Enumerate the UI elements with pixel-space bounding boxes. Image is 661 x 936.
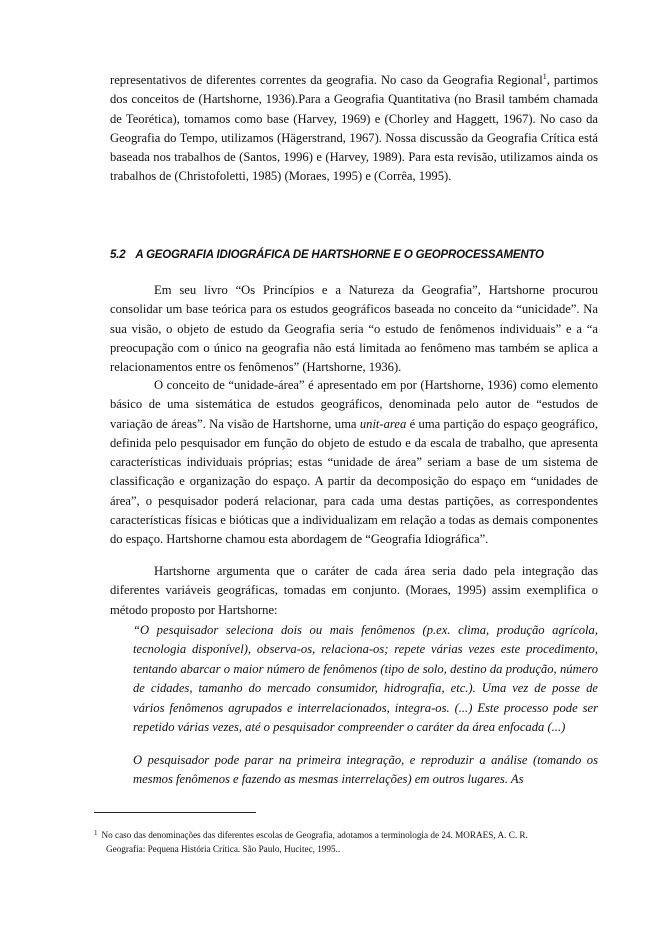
paragraph-unit-area-text-end: é uma partição do espaço geográfico, definida pelo pesquisador em função do objeto de estudo e da escala de trabalho, que apresenta características individuais próprias; estas “unidade de área” seriam a base de um sistema de classificação e organização do espaço. A partir da decomposição do espaço em “unidades de área”, o pesquisador poderá relacionar, para cada uma destas partições, as correspondentes características físicas e bióticas que a individualizam em relação a todas as demais componentes do espaço. Hartshorne chamou esta abordagem de “Geografia Idiográfica”.	[110, 416, 598, 547]
section-heading	[110, 249, 610, 261]
unit-area-term: unit-area	[359, 416, 407, 431]
paragraph-intro-text-end: , partimos dos conceitos de (Hartshorne, 1936).Para a Geografia Quantitativa (no Brasil também chamada de Teorética), tomamos como base (Harvey, 1969) e (Chorley and Haggett, 1967). No caso da Geografia do Tempo, utilizamos (Hägerstrand, 1967). Nossa discussão da Geografia Crítica está baseada nos trabalhos de (Santos, 1996) e (Harvey, 1989). Para esta revisão, utilizamos ainda os trabalhos de (Christofoletti, 1985) (Moraes, 1995) e (Corrêa, 1995).	[110, 73, 598, 184]
footnote	[94, 826, 604, 856]
footnote-line-1: No caso das denominações das diferentes escolas de Geografia, adotamos a terminologia de 24. MORAES, A. C. R.	[101, 830, 528, 840]
paragraph-unit-area	[110, 376, 598, 550]
paragraph-intro	[110, 71, 598, 187]
block-quote-1: “O pesquisador seleciona dois ou mais fenômenos (p.ex. clima, produção agrícola, tecnologia disponível), observa-os, relaciona-os; repete várias vezes este procedimento, tentando abarcar o maior número de fenômenos (tipo de solo, destino da produção, número de cidades, tamanho do mercado consumidor, hidrografia, etc.). Uma vez de posse de vários fenômenos agrupados e interrelacionados, integra-os. (...) Este processo pode ser repetido várias vezes, até o pesquisador compreender o caráter da área enfocada (...)	[133, 623, 598, 735]
section-title: A GEOGRAFIA IDIOGRÁFICA DE HARTSHORNE E O GEOPROCESSAMENTO	[135, 249, 544, 261]
paragraph-method: Hartshorne argumenta que o caráter de cada área seria dado pela integração das diferentes variáveis geográficas, tomadas em conjunto. (Moraes, 1995) assim exemplifica o método proposto por Hartshorne:	[110, 564, 598, 617]
block-quote-2: O pesquisador pode parar na primeira integração, e reproduzir a análise (tomando os mesmos fenômenos e fazendo as mesmas interrelações) em outros lugares. As	[133, 753, 598, 787]
footnote-separator	[94, 812, 256, 813]
paragraph-unit-area-text-start: O conceito de “unidade-área” é apresentado em por (Hartshorne, 1936) como elemento básico de uma sistemática de estudos geográficos, denominada pelo autor de “estudos de variação de áreas”. Na visão de Hartshorne, uma	[110, 378, 598, 431]
paragraph-hartshorne-book: Em seu livro “Os Princípios e a Natureza da Geografia”, Hartshorne procurou consolidar um base teórica para os estudos geográficos baseada no conceito da “unicidade”. Na sua visão, o objeto de estudo da Geografia seria “o estudo de fenômenos individuais” e a “a preocupação com o único na geografia não está limitada ao fenômeno mas também se aplica a relacionamentos entre os fenômenos” (Hartshorne, 1936).	[110, 283, 598, 375]
section-number: 5.2	[110, 249, 126, 261]
paragraph-intro-text-start: representativos de diferentes correntes da geografia. No caso da Geografia Regional	[110, 73, 543, 87]
footnote-line-2: Geografia: Pequena História Crítica. São Paulo, Hucitec, 1995..	[106, 844, 341, 854]
footnote-mark: 1	[94, 829, 98, 837]
footnote-reference[interactable]: 1	[542, 71, 547, 81]
